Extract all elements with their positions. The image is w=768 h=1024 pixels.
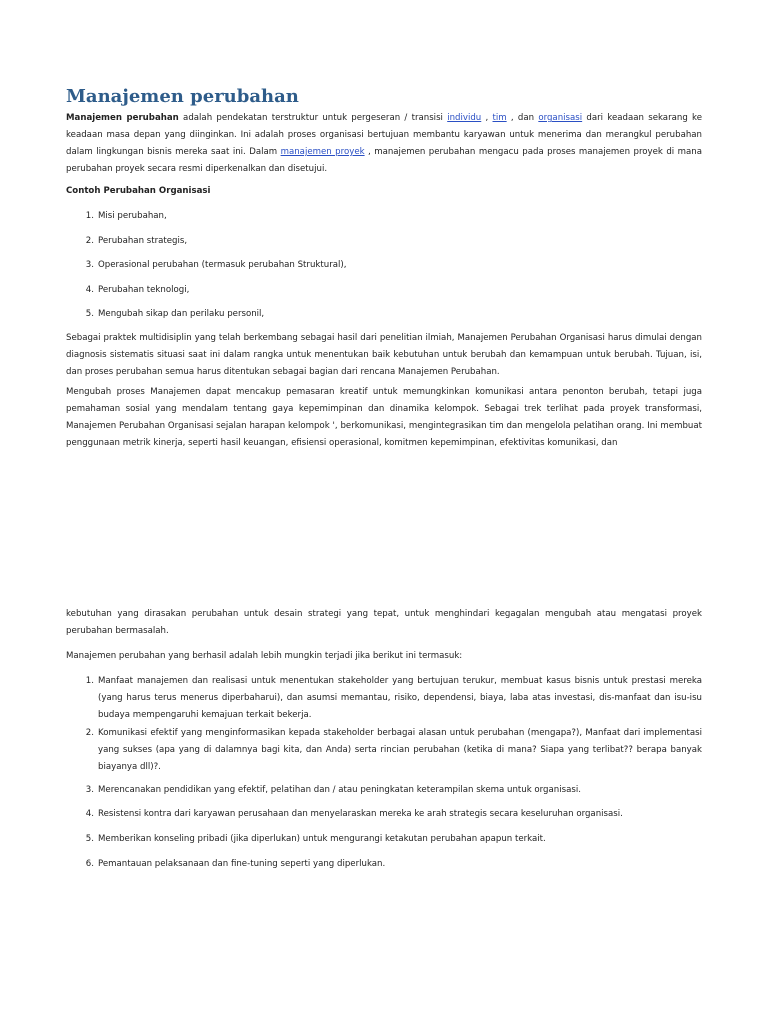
list-item-number: 2. bbox=[85, 728, 94, 738]
list-item-number: 5. bbox=[85, 309, 94, 319]
list-item-number: 1. bbox=[85, 211, 94, 221]
list-item-number: 4. bbox=[85, 809, 94, 819]
page-title: Manajemen perubahan bbox=[66, 86, 299, 107]
list-item-text: Misi perubahan, bbox=[98, 211, 167, 221]
list-item-number: 1. bbox=[85, 676, 94, 686]
list-item-text: Mengubah sikap dan perilaku personil, bbox=[98, 309, 265, 319]
paragraph-process: Mengubah proses Manajemen dapat mencakup pemasaran kreatif untuk memungkinkan komunikasi antara penonton berubah, tetapi juga pemahaman sosial yang mendalam tentang gaya kepemimpinan dan dinamika kelompok. Sebagai trek terlihat pada proyek transformasi, Manajemen Perubahan Organisasi sejalan harapan kelompok ', berkomunikasi, mengintegrasikan tim dan mengelola pelatihan orang. Ini membuat penggunaan metrik kinerja, seperti hasil keuangan, efisiensi operasional, komitmen kepemimpinan, efektivitas komunikasi, dan bbox=[66, 387, 702, 448]
list-item-text: Pemantauan pelaksanaan dan fine-tuning seperti yang diperlukan. bbox=[98, 859, 386, 869]
examples-heading: Contoh Perubahan Organisasi bbox=[66, 186, 211, 196]
link-individu[interactable]: individu bbox=[447, 113, 482, 123]
list-item-text: Merencanakan pendidikan yang efektif, pelatihan dan / atau peningkatan keterampilan skema untuk organisasi. bbox=[98, 785, 581, 795]
list-item-text: Komunikasi efektif yang menginformasikan kepada stakeholder berbagai alasan untuk perubahan (mengapa?), Manfaat dari implementasi yang sukses (apa yang di dalamnya bagi kita, dan Anda) serta rincian perubahan (ketika di mana? Siapa yang terlibat?? berapa banyak biayanya dll)?. bbox=[98, 728, 702, 772]
list-item-number: 6. bbox=[85, 859, 94, 869]
intro-text-2: , bbox=[481, 113, 493, 123]
list-item-text: Memberikan konseling pribadi (jika diperlukan) untuk mengurangi ketakutan perubahan apapun terkait. bbox=[98, 834, 546, 844]
intro-term: Manajemen perubahan bbox=[66, 113, 179, 123]
intro-paragraph bbox=[66, 110, 702, 178]
list-item-number: 3. bbox=[85, 785, 94, 795]
intro-text-5: , manajemen perubahan mengacu pada proses manajemen proyek di mana perubahan proyek secara resmi diperkenalkan dan disetujui. bbox=[66, 147, 702, 174]
paragraph-diagnosis: Sebagai praktek multidisiplin yang telah berkembang sebagai hasil dari penelitian ilmiah, Manajemen Perubahan Organisasi harus dimulai dengan diagnosis sistematis situasi saat ini dalam rangka untuk menentukan baik kebutuhan untuk berubah dan kemampuan untuk berubah. Tujuan, isi, dan proses perubahan semua harus ditentukan sebagai bagian dari rencana Manajemen Perubahan. bbox=[66, 333, 702, 377]
link-organisasi[interactable]: organisasi bbox=[538, 113, 583, 123]
list-item-number: 5. bbox=[85, 834, 94, 844]
list-item-text: Resistensi kontra dari karyawan perusahaan dan menyelaraskan mereka ke arah strategis secara keseluruhan organisasi. bbox=[98, 809, 623, 819]
intro-text-4: dari keadaan sekarang ke keadaan masa depan yang diinginkan. Ini adalah proses organisasi bertujuan membantu karyawan untuk menerima dan merangkul perubahan dalam lingkungan bisnis mereka saat ini. Dalam bbox=[66, 113, 702, 157]
paragraph-success-intro: Manajemen perubahan yang berhasil adalah lebih mungkin terjadi jika berikut ini termasuk: bbox=[66, 651, 463, 661]
list-item-number: 3. bbox=[85, 260, 94, 270]
paragraph-needs: kebutuhan yang dirasakan perubahan untuk desain strategi yang tepat, untuk menghindari kegagalan mengubah atau mengatasi proyek perubahan bermasalah. bbox=[66, 609, 702, 636]
list-item-text: Perubahan strategis, bbox=[98, 236, 188, 246]
list-item-text: Manfaat manajemen dan realisasi untuk menentukan stakeholder yang bertujuan terukur, membuat kasus bisnis untuk prestasi mereka (yang harus terus menerus diperbaharui), dan asumsi memantau, risiko, dependensi, biaya, laba atas investasi, dis-manfaat dan isu-isu budaya mempengaruhi kemajuan terkait bekerja. bbox=[98, 676, 702, 720]
list-item-number: 2. bbox=[85, 236, 94, 246]
link-manajemen-proyek[interactable]: manajemen proyek bbox=[280, 147, 365, 157]
intro-text-1: adalah pendekatan terstruktur untuk pergeseran / transisi bbox=[178, 113, 448, 123]
intro-text-3: , dan bbox=[506, 113, 539, 123]
list-item-text: Perubahan teknologi, bbox=[98, 285, 190, 295]
list-item-text: Operasional perubahan (termasuk perubahan Struktural), bbox=[98, 260, 347, 270]
link-tim[interactable]: tim bbox=[492, 113, 507, 123]
list-item-number: 4. bbox=[85, 285, 94, 295]
